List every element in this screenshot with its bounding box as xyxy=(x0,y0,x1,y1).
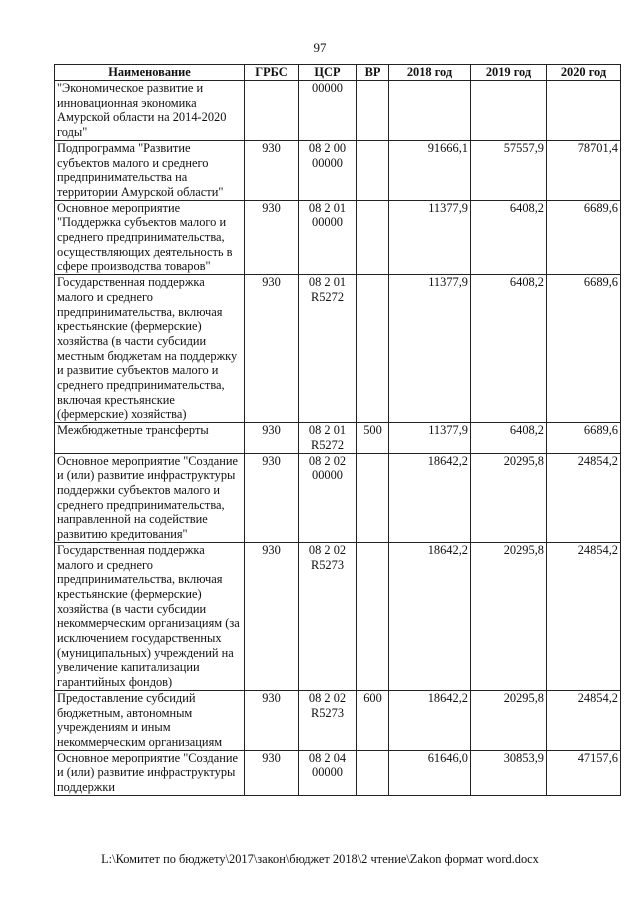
row-2020: 47157,6 xyxy=(547,750,621,795)
row-name: "Экономическое развитие и инновационная экономика Амурской области на 2014-2020 годы" xyxy=(55,81,245,141)
table-row xyxy=(55,140,621,200)
row-csr: 08 2 02 R5273 xyxy=(299,690,357,750)
header-2019: 2019 год xyxy=(471,65,547,81)
row-grbs: 930 xyxy=(245,140,299,200)
row-2020: 6689,6 xyxy=(547,200,621,275)
row-name: Подпрограмма "Развитие субъектов малого и среднего предпринимательства на территории Амурской области" xyxy=(55,140,245,200)
row-2019: 57557,9 xyxy=(471,140,547,200)
row-vr xyxy=(357,81,389,141)
row-name: Предоставление субсидий бюджетным, автономным учреждениям и иным некоммерческим организациям xyxy=(55,690,245,750)
row-csr: 08 2 02 00000 xyxy=(299,453,357,542)
row-name: Основное мероприятие "Создание и (или) развитие инфраструктуры поддержки xyxy=(55,750,245,795)
header-row xyxy=(55,65,621,81)
row-vr xyxy=(357,275,389,423)
header-2020: 2020 год xyxy=(547,65,621,81)
row-vr: 600 xyxy=(357,690,389,750)
row-grbs: 930 xyxy=(245,275,299,423)
row-csr: 08 2 01 00000 xyxy=(299,200,357,275)
row-csr: 00000 xyxy=(299,81,357,141)
row-name: Государственная поддержка малого и среднего предпринимательства, включая крестьянские (фермерские) хозяйства (в части субсидии некоммерческим организациям (за исключением государственных (муниципальных) учреждений на увеличение капитализации гарантийных фондов) xyxy=(55,542,245,690)
header-grbs: ГРБС xyxy=(245,65,299,81)
row-2019: 30853,9 xyxy=(471,750,547,795)
row-2018: 18642,2 xyxy=(389,453,471,542)
table-row xyxy=(55,423,621,453)
row-2020: 6689,6 xyxy=(547,275,621,423)
row-2019: 20295,8 xyxy=(471,542,547,690)
row-name: Основное мероприятие "Создание и (или) развитие инфраструктуры поддержки субъектов малого и среднего предпринимательства, направленной на содействие развитию кредитования" xyxy=(55,453,245,542)
row-csr: 08 2 01 R5272 xyxy=(299,423,357,453)
row-2018 xyxy=(389,81,471,141)
row-csr: 08 2 04 00000 xyxy=(299,750,357,795)
table-row xyxy=(55,81,621,141)
row-2020: 24854,2 xyxy=(547,453,621,542)
table-row xyxy=(55,453,621,542)
row-vr xyxy=(357,140,389,200)
row-2020 xyxy=(547,81,621,141)
row-2018: 91666,1 xyxy=(389,140,471,200)
row-2019: 6408,2 xyxy=(471,275,547,423)
file-path-footer: L:\Комитет по бюджету\2017\закон\бюджет 2018\2 чтение\Zakon формат word.docx xyxy=(101,852,539,866)
row-2019: 20295,8 xyxy=(471,453,547,542)
row-csr: 08 2 00 00000 xyxy=(299,140,357,200)
row-2018: 11377,9 xyxy=(389,200,471,275)
row-2018: 11377,9 xyxy=(389,423,471,453)
row-grbs: 930 xyxy=(245,200,299,275)
row-2019: 20295,8 xyxy=(471,690,547,750)
row-grbs: 930 xyxy=(245,453,299,542)
row-vr xyxy=(357,453,389,542)
header-vr: ВР xyxy=(357,65,389,81)
row-vr: 500 xyxy=(357,423,389,453)
row-vr xyxy=(357,200,389,275)
row-2020: 6689,6 xyxy=(547,423,621,453)
table-row xyxy=(55,542,621,690)
row-2018: 61646,0 xyxy=(389,750,471,795)
row-2020: 24854,2 xyxy=(547,542,621,690)
row-2018: 11377,9 xyxy=(389,275,471,423)
row-grbs: 930 xyxy=(245,423,299,453)
header-2018: 2018 год xyxy=(389,65,471,81)
row-vr xyxy=(357,750,389,795)
row-2020: 24854,2 xyxy=(547,690,621,750)
row-vr xyxy=(357,542,389,690)
row-2019: 6408,2 xyxy=(471,200,547,275)
row-2019: 6408,2 xyxy=(471,423,547,453)
row-2019 xyxy=(471,81,547,141)
row-grbs: 930 xyxy=(245,690,299,750)
table-row xyxy=(55,275,621,423)
row-csr: 08 2 02 R5273 xyxy=(299,542,357,690)
row-grbs: 930 xyxy=(245,542,299,690)
table-row xyxy=(55,690,621,750)
row-2020: 78701,4 xyxy=(547,140,621,200)
budget-table xyxy=(54,64,621,796)
row-grbs: 930 xyxy=(245,750,299,795)
table-row xyxy=(55,200,621,275)
row-2018: 18642,2 xyxy=(389,542,471,690)
row-2018: 18642,2 xyxy=(389,690,471,750)
header-name: Наименование xyxy=(55,65,245,81)
row-grbs xyxy=(245,81,299,141)
row-name: Государственная поддержка малого и среднего предпринимательства, включая крестьянские (фермерские) хозяйства (в части субсидии местным бюджетам на поддержку и развитие субъектов малого и среднего предпринимательства, включая крестьянские (фермерские) хозяйства) xyxy=(55,275,245,423)
table-row xyxy=(55,750,621,795)
header-csr: ЦСР xyxy=(299,65,357,81)
row-name: Основное мероприятие "Поддержка субъектов малого и среднего предпринимательства, осуществляющих деятельность в сфере производства товаров" xyxy=(55,200,245,275)
row-csr: 08 2 01 R5272 xyxy=(299,275,357,423)
row-name: Межбюджетные трансферты xyxy=(55,423,245,453)
page-number: 97 xyxy=(313,40,327,55)
